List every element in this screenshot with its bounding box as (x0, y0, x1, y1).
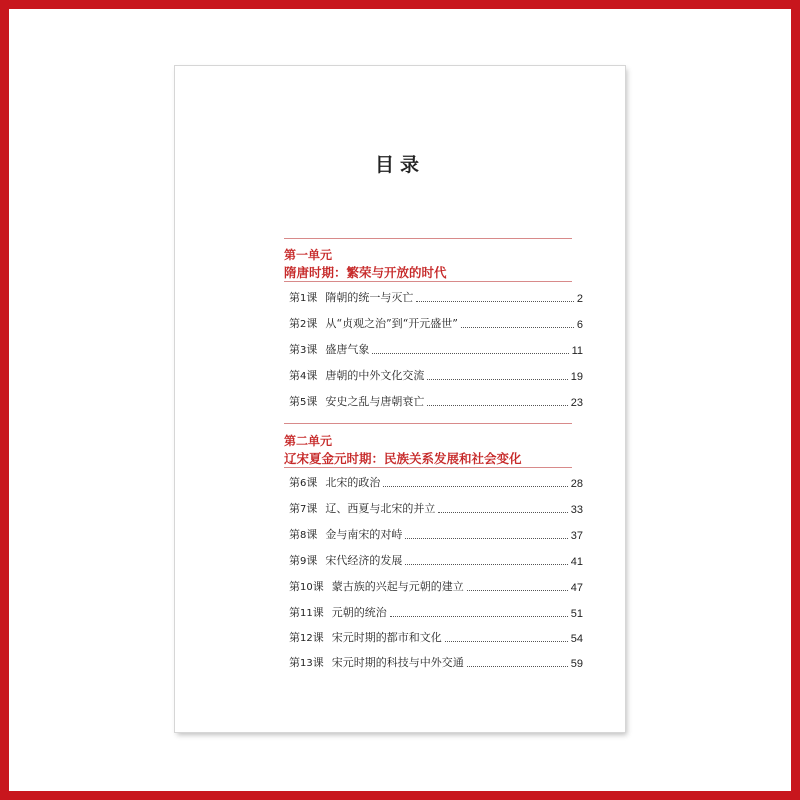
toc-entry-lesson-11[interactable] (289, 604, 583, 620)
toc-entry-lesson-7[interactable] (289, 500, 583, 516)
unit-1-title: 隋唐时期：繁荣与开放的时代 (284, 265, 447, 280)
page-number: 37 (570, 530, 583, 542)
page-title: 目录 (374, 154, 425, 176)
leader-dots (427, 405, 567, 406)
toc-entry-lesson-9[interactable] (289, 552, 583, 568)
leader-dots (467, 590, 568, 591)
lesson-title: 辽、西夏与北宋的并立 (325, 502, 436, 515)
page-number: 54 (570, 633, 583, 645)
page-number: 11 (571, 345, 583, 357)
page-number: 59 (570, 658, 583, 670)
toc-entry-lesson-4[interactable] (289, 367, 583, 383)
lesson-title: 宋元时期的科技与中外交通 (331, 656, 464, 669)
lesson-number: 第8课 (289, 528, 318, 541)
unit-2-label: 第二单元 (284, 434, 333, 448)
toc-entry-lesson-13[interactable] (289, 654, 583, 670)
unit-2-top-rule (284, 423, 572, 424)
page-number: 51 (570, 608, 583, 620)
lesson-title: 宋元时期的都市和文化 (331, 631, 442, 644)
toc-entry-lesson-10[interactable] (289, 578, 583, 594)
lesson-title: 隋朝的统一与灭亡 (325, 291, 414, 304)
unit-1-top-rule (284, 238, 572, 239)
lesson-title: 安史之乱与唐朝衰亡 (325, 395, 425, 408)
leader-dots (445, 641, 568, 642)
leader-dots (405, 538, 567, 539)
lesson-number: 第10课 (289, 580, 324, 593)
toc-entry-lesson-12[interactable] (289, 629, 583, 645)
lesson-number: 第9课 (289, 554, 318, 567)
leader-dots (438, 512, 567, 513)
leader-dots (372, 353, 568, 354)
lesson-number: 第11课 (289, 606, 324, 619)
leader-dots (390, 616, 568, 617)
leader-dots (416, 301, 574, 302)
lesson-number: 第13课 (289, 656, 324, 669)
lesson-number: 第4课 (289, 369, 318, 382)
page-number: 23 (570, 397, 583, 409)
lesson-number: 第2课 (289, 317, 318, 330)
lesson-title: 从“贞观之治”到“开元盛世” (325, 317, 458, 330)
leader-dots (427, 379, 567, 380)
toc-entry-lesson-1[interactable] (289, 289, 583, 305)
lesson-number: 第6课 (289, 476, 318, 489)
toc-entry-lesson-5[interactable] (289, 393, 583, 409)
lesson-title: 北宋的政治 (325, 476, 381, 489)
unit-2-title: 辽宋夏金元时期：民族关系发展和社会变化 (284, 451, 522, 466)
leader-dots (461, 327, 574, 328)
lesson-title: 金与南宋的对峙 (325, 528, 403, 541)
page-number: 2 (576, 293, 583, 305)
toc-entry-lesson-3[interactable] (289, 341, 583, 357)
toc-entry-lesson-6[interactable] (289, 474, 583, 490)
page-number: 6 (576, 319, 583, 331)
lesson-title: 唐朝的中外文化交流 (325, 369, 425, 382)
page-number: 19 (570, 371, 583, 383)
unit-1-bottom-rule (284, 281, 572, 282)
lesson-number: 第7课 (289, 502, 318, 515)
lesson-title: 蒙古族的兴起与元朝的建立 (331, 580, 464, 593)
unit-2-bottom-rule (284, 467, 572, 468)
leader-dots (467, 666, 568, 667)
page-number: 41 (570, 556, 583, 568)
lesson-number: 第1课 (289, 291, 318, 304)
page-number: 33 (570, 504, 583, 516)
page-number: 28 (570, 478, 583, 490)
lesson-title: 盛唐气象 (325, 343, 370, 356)
lesson-number: 第3课 (289, 343, 318, 356)
toc-entry-lesson-2[interactable] (289, 315, 583, 331)
leader-dots (405, 564, 567, 565)
lesson-title: 元朝的统治 (331, 606, 387, 619)
lesson-number: 第12课 (289, 631, 324, 644)
lesson-number: 第5课 (289, 395, 318, 408)
lesson-title: 宋代经济的发展 (325, 554, 403, 567)
page-number: 47 (570, 582, 583, 594)
toc-page (175, 66, 625, 732)
unit-1-label: 第一单元 (284, 248, 333, 262)
leader-dots (383, 486, 567, 487)
toc-entry-lesson-8[interactable] (289, 526, 583, 542)
